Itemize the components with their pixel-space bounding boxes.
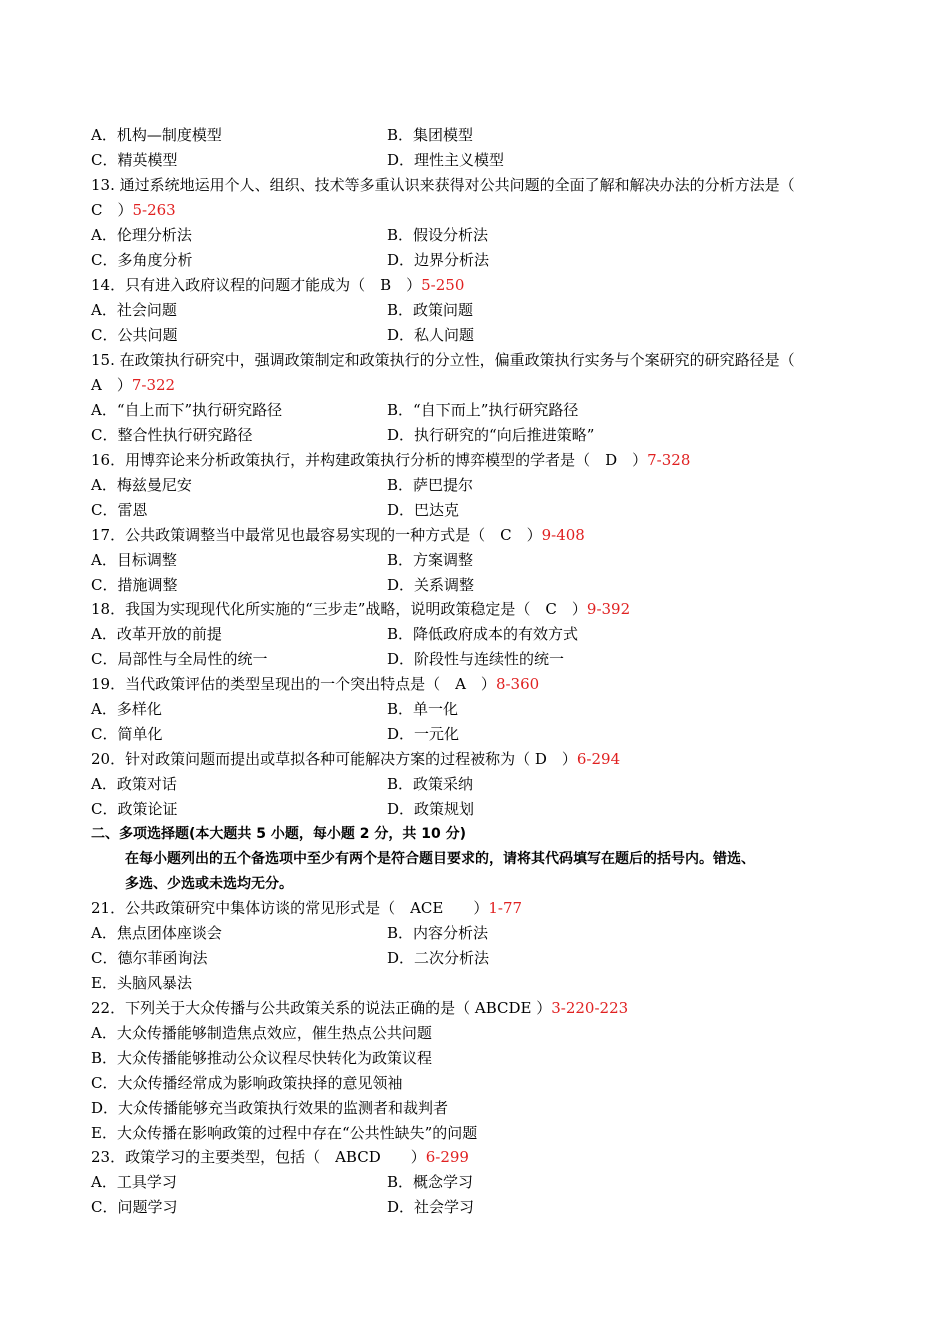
q15-ref: 7-322: [131, 376, 176, 394]
q16-option-d: D．巴达克: [387, 501, 460, 519]
q13-option-c: C．多角度分析: [91, 251, 193, 269]
q18-option-a: A．改革开放的前提: [91, 625, 222, 643]
q17-options-row-1: [91, 548, 890, 573]
q16-options-row-1: [91, 473, 890, 498]
q17-option-a: A．目标调整: [91, 551, 177, 569]
q14-options-row-2: [91, 323, 890, 348]
q23-options-row-1: [91, 1170, 890, 1195]
q23-stem-text: 23．政策学习的主要类型，包括（ ABCD ）: [91, 1148, 426, 1166]
q23-option-c: C．问题学习: [91, 1198, 178, 1216]
q14-option-c: C．公共问题: [91, 326, 178, 344]
q22-stem-text: 22．下列关于大众传播与公共政策关系的说法正确的是（ ABCDE ）: [91, 999, 552, 1017]
q21-options-row-2: [91, 946, 890, 971]
q13-stem-text: 13. 通过系统地运用个人、组织、技术等多重认识来获得对公共问题的全面了解和解决办法的分析方法是（: [91, 176, 795, 194]
q15-answer-line: [91, 373, 890, 398]
q16-stem: [91, 448, 890, 473]
q13-option-d: D．边界分析法: [387, 251, 490, 269]
q21-stem: [91, 896, 890, 921]
q14-option-b: B．政策问题: [387, 301, 474, 319]
q12-option-b: B．集团模型: [387, 126, 474, 144]
q15-options-row-1: [91, 398, 890, 423]
q12-options-row-2: [91, 148, 890, 173]
q13-option-a: A．伦理分析法: [91, 226, 192, 244]
q15-stem-text: 15. 在政策执行研究中，强调政策制定和政策执行的分立性，偏重政策执行实务与个案研究的研究路径是（: [91, 351, 795, 369]
q20-options-row-2: [91, 797, 890, 822]
q12-options-row-1: [91, 123, 890, 148]
q13-answer-line: [91, 198, 890, 223]
q15-stem: [91, 348, 890, 373]
section-2-title: 二、多项选择题(本大题共 5 小题，每小题 2 分，共 10 分): [91, 826, 467, 842]
q20-option-a: A．政策对话: [91, 775, 177, 793]
q16-option-a: A．梅兹曼尼安: [91, 476, 192, 494]
q13-option-b: B．假设分析法: [387, 226, 489, 244]
q15-option-b: B．“自下而上”执行研究路径: [387, 401, 579, 419]
q23-option-a: A．工具学习: [91, 1173, 177, 1191]
q21-stem-text: 21．公共政策研究中集体访谈的常见形式是（ ACE ）: [91, 899, 489, 917]
q18-option-b: B．降低政府成本的有效方式: [387, 625, 579, 643]
q17-ref: 9-408: [541, 526, 585, 544]
q18-stem-text: 18．我国为实现现代化所实施的“三步走”战略，说明政策稳定是（ C ）: [91, 600, 587, 618]
q13-answer: C ）: [91, 201, 133, 219]
q14-option-a: A．社会问题: [91, 301, 177, 319]
q16-ref: 7-328: [647, 451, 691, 469]
q15-option-c: C．整合性执行研究路径: [91, 426, 253, 444]
q22-option-c: C．大众传播经常成为影响政策抉择的意见领袖: [91, 1074, 403, 1092]
q14-options-row-1: [91, 298, 890, 323]
q22-option-d: D．大众传播能够充当政策执行效果的监测者和裁判者: [91, 1099, 449, 1117]
q19-option-d: D．一元化: [387, 725, 460, 743]
q16-options-row-2: [91, 498, 890, 523]
q21-option-b: B．内容分析法: [387, 924, 489, 942]
q19-stem: [91, 672, 890, 697]
q21-ref: 1-77: [488, 899, 523, 917]
q19-option-c: C．简单化: [91, 725, 163, 743]
section-2-instructions-2: 多选、少选或未选均无分。: [125, 876, 293, 892]
q18-ref: 9-392: [586, 600, 631, 618]
q12-option-a: A．机构—制度模型: [91, 126, 222, 144]
q20-options-row-1: [91, 772, 890, 797]
q23-stem: [91, 1145, 890, 1170]
q12-option-c: C．精英模型: [91, 151, 178, 169]
q14-stem-text: 14．只有进入政府议程的问题才能成为（ B ）: [91, 276, 422, 294]
q20-stem-text: 20．针对政策问题而提出或草拟各种可能解决方案的过程被称为（ D ）: [91, 750, 577, 768]
q21-option-a: A．焦点团体座谈会: [91, 924, 222, 942]
q21-options-row-3: [91, 971, 890, 996]
q14-ref: 5-250: [421, 276, 465, 294]
q13-options-row-2: [91, 248, 890, 273]
q17-option-b: B．方案调整: [387, 551, 474, 569]
q19-option-a: A．多样化: [91, 700, 162, 718]
q17-option-d: D．关系调整: [387, 576, 475, 594]
q19-options-row-1: [91, 697, 890, 722]
q17-options-row-2: [91, 573, 890, 598]
q22-stem: [91, 996, 890, 1021]
q21-option-e: E．头脑风暴法: [91, 974, 192, 992]
section-2-instructions-1: 在每小题列出的五个备选项中至少有两个是符合题目要求的，请将其代码填写在题后的括号内。错选、: [125, 851, 755, 867]
q18-stem: [91, 597, 890, 622]
q22-ref: 3-220-223: [551, 999, 629, 1017]
q18-option-d: D．阶段性与连续性的统一: [387, 650, 565, 668]
q22-option-b: B．大众传播能够推动公众议程尽快转化为政策议程: [91, 1049, 433, 1067]
q18-option-c: C．局部性与全局性的统一: [91, 650, 268, 668]
q21-option-d: D．二次分析法: [387, 949, 490, 967]
q19-options-row-2: [91, 722, 890, 747]
q14-stem: [91, 273, 890, 298]
q23-option-d: D．社会学习: [387, 1198, 475, 1216]
q19-stem-text: 19．当代政策评估的类型呈现出的一个突出特点是（ A ）: [91, 675, 496, 693]
q22-option-a: A．大众传播能够制造焦点效应，催生热点公共问题: [91, 1024, 432, 1042]
q15-option-a: A．“自上而下”执行研究路径: [91, 401, 283, 419]
q17-stem-text: 17．公共政策调整当中最常见也最容易实现的一种方式是（ C ）: [91, 526, 542, 544]
q21-option-c: C．德尔菲函询法: [91, 949, 208, 967]
q22-option-e: E．大众传播在影响政策的过程中存在“公共性缺失”的问题: [91, 1124, 478, 1142]
q14-option-d: D．私人问题: [387, 326, 475, 344]
q23-option-b: B．概念学习: [387, 1173, 474, 1191]
q12-option-d: D．理性主义模型: [387, 151, 505, 169]
q15-option-d: D．执行研究的“向后推进策略”: [387, 426, 595, 444]
q20-option-c: C．政策论证: [91, 800, 178, 818]
q20-option-d: D．政策规划: [387, 800, 475, 818]
q15-options-row-2: [91, 423, 890, 448]
q15-answer: A ）: [91, 376, 132, 394]
q16-option-b: B．萨巴提尔: [387, 476, 474, 494]
q23-ref: 6-299: [425, 1148, 469, 1166]
q20-option-b: B．政策采纳: [387, 775, 474, 793]
q17-option-c: C．措施调整: [91, 576, 178, 594]
q13-ref: 5-263: [132, 201, 176, 219]
q16-option-c: C．雷恩: [91, 501, 148, 519]
q18-options-row-2: [91, 647, 890, 672]
q20-stem: [91, 747, 890, 772]
q21-options-row-1: [91, 921, 890, 946]
q18-options-row-1: [91, 622, 890, 647]
q19-option-b: B．单一化: [387, 700, 459, 718]
q19-ref: 8-360: [495, 675, 540, 693]
q13-stem: [91, 173, 890, 198]
q17-stem: [91, 523, 890, 548]
q23-options-row-2: [91, 1195, 890, 1220]
q16-stem-text: 16．用博弈论来分析政策执行，并构建政策执行分析的博弈模型的学者是（ D ）: [91, 451, 648, 469]
q13-options-row-1: [91, 223, 890, 248]
q20-ref: 6-294: [576, 750, 621, 768]
